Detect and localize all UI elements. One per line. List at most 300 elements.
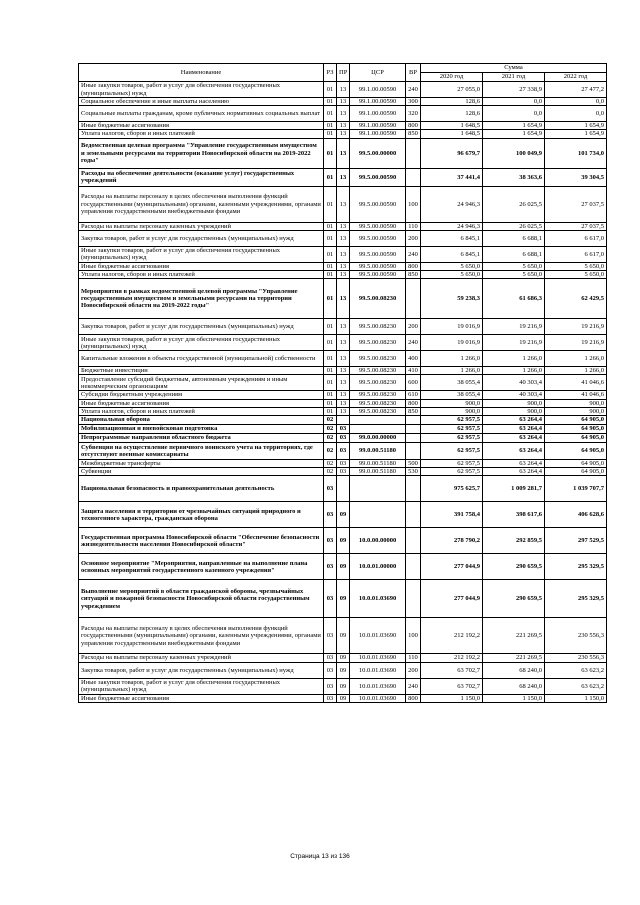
cell-2020: 62 957,5 (421, 425, 483, 434)
cell-csr: 99.1.00.00590 (350, 82, 406, 98)
cell-rz: 02 (324, 416, 337, 425)
cell-rz: 01 (324, 130, 337, 138)
cell-2020: 96 679,7 (421, 138, 483, 168)
cell-name: Основное мероприятие "Мероприятия, направленные на выполнение плана основных мероприятий государственного казенного учреждения" (79, 554, 324, 580)
cell-2020: 19 016,9 (421, 335, 483, 351)
cell-vr (406, 502, 421, 528)
cell-2020: 6 845,1 (421, 246, 483, 262)
cell-2022: 19 216,9 (545, 335, 607, 351)
table-row (79, 106, 607, 122)
cell-rz: 02 (324, 468, 337, 476)
cell-name: Межбюджетные трансферты (79, 460, 324, 468)
cell-2020: 63 702,7 (421, 678, 483, 694)
cell-csr: 99.5.00.08230 (350, 367, 406, 375)
table-row (79, 618, 607, 654)
page-number: Страница 13 из 136 (290, 853, 350, 860)
cell-pr: 09 (337, 678, 350, 694)
cell-2020: 6 845,1 (421, 230, 483, 246)
cell-rz: 01 (324, 351, 337, 367)
cell-2022: 406 628,6 (545, 502, 607, 528)
cell-name: Национальная безопасность и правоохранительная деятельность (79, 476, 324, 502)
cell-2020: 19 016,9 (421, 319, 483, 335)
cell-pr: 03 (337, 443, 350, 460)
cell-2020: 128,6 (421, 98, 483, 106)
cell-pr: 13 (337, 407, 350, 415)
cell-2020: 278 790,2 (421, 528, 483, 554)
cell-2021: 63 264,4 (483, 468, 545, 476)
cell-vr (406, 425, 421, 434)
header-year-2020: 2020 год (421, 73, 483, 82)
cell-csr: 99.0.00.51180 (350, 443, 406, 460)
cell-vr: 800 (406, 399, 421, 407)
table-header (79, 64, 607, 82)
cell-2022: 64 905,0 (545, 443, 607, 460)
cell-rz: 03 (324, 654, 337, 662)
cell-2020: 391 758,4 (421, 502, 483, 528)
cell-pr: 09 (337, 528, 350, 554)
table-row (79, 580, 607, 618)
cell-vr: 610 (406, 391, 421, 399)
cell-2022: 1 654,9 (545, 130, 607, 138)
cell-2022: 6 617,0 (545, 230, 607, 246)
cell-pr: 13 (337, 319, 350, 335)
cell-name: Иные бюджетные ассигнования (79, 694, 324, 702)
cell-2022: 63 623,2 (545, 662, 607, 678)
cell-pr: 13 (337, 138, 350, 168)
cell-rz: 01 (324, 262, 337, 270)
table-row (79, 434, 607, 443)
cell-pr: 13 (337, 186, 350, 222)
cell-pr: 13 (337, 168, 350, 186)
table-row (79, 460, 607, 468)
cell-name: Мобилизационная и вневойсковая подготовка (79, 425, 324, 434)
cell-name: Выполнение мероприятий в области гражданской обороны, чрезвычайных ситуаций и пожарной безопасности Новосибирской области государственным учреждением (79, 580, 324, 618)
cell-2021: 221 269,5 (483, 618, 545, 654)
cell-pr: 13 (337, 271, 350, 279)
cell-2022: 900,0 (545, 399, 607, 407)
cell-csr: 99.5.00.08230 (350, 391, 406, 399)
cell-2021: 5 650,0 (483, 262, 545, 270)
table-row (79, 130, 607, 138)
cell-2020: 63 702,7 (421, 662, 483, 678)
cell-2022: 5 650,0 (545, 262, 607, 270)
table-row (79, 468, 607, 476)
cell-rz: 02 (324, 434, 337, 443)
cell-rz: 01 (324, 98, 337, 106)
cell-vr: 410 (406, 367, 421, 375)
cell-rz: 03 (324, 662, 337, 678)
cell-name: Закупка товаров, работ и услуг для государственных (муниципальных) нужд (79, 319, 324, 335)
cell-2021: 1 266,0 (483, 367, 545, 375)
cell-csr: 99.1.00.00590 (350, 122, 406, 130)
table-row (79, 98, 607, 106)
cell-csr: 10.0.01.03690 (350, 654, 406, 662)
cell-2022: 27 037,5 (545, 186, 607, 222)
cell-rz: 01 (324, 246, 337, 262)
header-csr: ЦСР (350, 64, 406, 82)
table-row (79, 662, 607, 678)
cell-2022: 0,0 (545, 106, 607, 122)
cell-2020: 277 044,9 (421, 554, 483, 580)
cell-vr: 240 (406, 246, 421, 262)
cell-2022: 41 046,6 (545, 375, 607, 391)
cell-2020: 277 044,9 (421, 580, 483, 618)
cell-2021: 26 025,5 (483, 222, 545, 230)
cell-pr: 13 (337, 246, 350, 262)
cell-rz: 02 (324, 425, 337, 434)
header-sum: Сумма (421, 64, 607, 73)
table-row (79, 502, 607, 528)
cell-rz: 03 (324, 694, 337, 702)
cell-2022: 63 623,2 (545, 678, 607, 694)
header-year-2021: 2021 год (483, 73, 545, 82)
cell-pr: 13 (337, 399, 350, 407)
cell-2021: 0,0 (483, 106, 545, 122)
cell-2021: 5 650,0 (483, 271, 545, 279)
cell-csr: 99.5.00.00590 (350, 230, 406, 246)
cell-2021: 19 216,9 (483, 319, 545, 335)
cell-name: Государственная программа Новосибирской области "Обеспечение безопасности жизнедеятельности населения Новосибирской области" (79, 528, 324, 554)
cell-vr: 100 (406, 618, 421, 654)
cell-vr: 200 (406, 230, 421, 246)
cell-2020: 900,0 (421, 407, 483, 415)
cell-2020: 24 946,3 (421, 186, 483, 222)
cell-rz: 03 (324, 476, 337, 502)
header-rz: РЗ (324, 64, 337, 82)
cell-vr (406, 434, 421, 443)
cell-name: Иные закупки товаров, работ и услуг для обеспечения государственных (муниципальных) нужд (79, 678, 324, 694)
cell-2021: 63 264,4 (483, 443, 545, 460)
cell-rz: 02 (324, 460, 337, 468)
cell-2022: 64 905,0 (545, 468, 607, 476)
table-row (79, 678, 607, 694)
table-row (79, 554, 607, 580)
cell-csr: 99.1.00.00590 (350, 130, 406, 138)
cell-rz: 01 (324, 222, 337, 230)
cell-vr: 850 (406, 271, 421, 279)
cell-rz: 03 (324, 528, 337, 554)
cell-2021: 900,0 (483, 407, 545, 415)
cell-rz: 01 (324, 82, 337, 98)
cell-2020: 38 055,4 (421, 375, 483, 391)
cell-2020: 975 625,7 (421, 476, 483, 502)
table-row (79, 82, 607, 98)
table-body (79, 82, 607, 703)
cell-vr: 400 (406, 351, 421, 367)
cell-pr: 13 (337, 351, 350, 367)
cell-2022: 6 617,0 (545, 246, 607, 262)
cell-2020: 5 650,0 (421, 271, 483, 279)
cell-name: Социальные выплаты гражданам, кроме публичных нормативных социальных выплат (79, 106, 324, 122)
header-name: Наименование (79, 64, 324, 82)
cell-name: Уплата налогов, сборов и иных платежей (79, 407, 324, 415)
cell-rz: 01 (324, 168, 337, 186)
cell-2020: 62 957,5 (421, 468, 483, 476)
cell-rz: 01 (324, 271, 337, 279)
table-row (79, 186, 607, 222)
cell-rz: 01 (324, 335, 337, 351)
cell-pr: 13 (337, 262, 350, 270)
table-row (79, 407, 607, 415)
cell-csr: 99.5.00.08230 (350, 351, 406, 367)
cell-vr (406, 279, 421, 319)
cell-rz: 03 (324, 618, 337, 654)
cell-2021: 1 266,0 (483, 351, 545, 367)
cell-2020: 1 266,0 (421, 367, 483, 375)
cell-2021: 290 659,5 (483, 580, 545, 618)
table-row (79, 443, 607, 460)
cell-2021: 0,0 (483, 98, 545, 106)
cell-2021: 68 240,0 (483, 678, 545, 694)
cell-2021: 292 859,5 (483, 528, 545, 554)
table-row (79, 168, 607, 186)
cell-name: Бюджетные инвестиции (79, 367, 324, 375)
cell-csr (350, 425, 406, 434)
cell-2021: 290 659,5 (483, 554, 545, 580)
cell-2020: 62 957,5 (421, 443, 483, 460)
cell-name: Иные бюджетные ассигнования (79, 122, 324, 130)
cell-pr (337, 416, 350, 425)
cell-2022: 900,0 (545, 407, 607, 415)
cell-rz: 03 (324, 678, 337, 694)
cell-2022: 1 266,0 (545, 351, 607, 367)
cell-name: Предоставление субсидий бюджетным, автономным учреждениям и иным некоммерческим организациям (79, 375, 324, 391)
table-row (79, 138, 607, 168)
cell-2022: 1 039 707,7 (545, 476, 607, 502)
cell-2022: 19 216,9 (545, 319, 607, 335)
cell-name: Субсидии бюджетным учреждениям (79, 391, 324, 399)
cell-2021: 221 269,5 (483, 654, 545, 662)
cell-rz: 01 (324, 138, 337, 168)
cell-name: Уплата налогов, сборов и иных платежей (79, 271, 324, 279)
cell-2021: 38 363,6 (483, 168, 545, 186)
cell-pr: 03 (337, 468, 350, 476)
cell-name: Иные бюджетные ассигнования (79, 262, 324, 270)
cell-2021: 6 688,1 (483, 230, 545, 246)
cell-2021: 68 240,0 (483, 662, 545, 678)
cell-name: Ведомственная целевая программа "Управление государственным имуществом и земельными ресурсами на территории Новосибирской области на 2019-2022 годы" (79, 138, 324, 168)
cell-2022: 230 556,3 (545, 618, 607, 654)
header-pr: ПР (337, 64, 350, 82)
cell-2021: 63 264,4 (483, 416, 545, 425)
cell-2022: 295 329,5 (545, 580, 607, 618)
cell-2021: 63 264,4 (483, 425, 545, 434)
cell-csr: 99.0.00.00000 (350, 434, 406, 443)
cell-csr: 99.5.00.00590 (350, 186, 406, 222)
cell-csr: 10.0.00.00000 (350, 528, 406, 554)
cell-2021: 1 009 281,7 (483, 476, 545, 502)
cell-pr: 13 (337, 106, 350, 122)
cell-rz: 01 (324, 106, 337, 122)
cell-csr: 99.5.00.00590 (350, 271, 406, 279)
cell-name: Защита населения и территории от чрезвычайных ситуаций природного и техногенного характера, гражданская оборона (79, 502, 324, 528)
cell-2021: 900,0 (483, 399, 545, 407)
cell-2020: 1 150,0 (421, 694, 483, 702)
cell-pr: 09 (337, 618, 350, 654)
cell-vr (406, 416, 421, 425)
table-row (79, 122, 607, 130)
cell-csr: 99.5.00.00590 (350, 168, 406, 186)
cell-pr: 13 (337, 279, 350, 319)
cell-pr: 13 (337, 367, 350, 375)
cell-vr (406, 443, 421, 460)
cell-vr: 200 (406, 662, 421, 678)
cell-2022: 27 037,5 (545, 222, 607, 230)
cell-2021: 1 654,9 (483, 130, 545, 138)
cell-2022: 64 905,0 (545, 460, 607, 468)
cell-2022: 0,0 (545, 98, 607, 106)
cell-2022: 5 650,0 (545, 271, 607, 279)
cell-vr: 240 (406, 335, 421, 351)
cell-vr (406, 138, 421, 168)
cell-csr (350, 502, 406, 528)
cell-csr: 99.0.00.51180 (350, 460, 406, 468)
cell-rz: 01 (324, 186, 337, 222)
cell-2021: 27 338,9 (483, 82, 545, 98)
cell-2021: 6 688,1 (483, 246, 545, 262)
cell-pr: 09 (337, 662, 350, 678)
cell-name: Иные закупки товаров, работ и услуг для обеспечения государственных (муниципальных) нужд (79, 82, 324, 98)
cell-rz: 01 (324, 391, 337, 399)
cell-vr (406, 528, 421, 554)
cell-name: Иные закупки товаров, работ и услуг для обеспечения государственных (муниципальных) нужд (79, 335, 324, 351)
cell-vr: 850 (406, 130, 421, 138)
cell-csr: 99.5.00.00590 (350, 246, 406, 262)
cell-2020: 62 957,5 (421, 416, 483, 425)
cell-rz: 01 (324, 375, 337, 391)
cell-2020: 900,0 (421, 399, 483, 407)
cell-csr: 99.5.00.00000 (350, 138, 406, 168)
cell-2022: 64 905,0 (545, 416, 607, 425)
table-row (79, 271, 607, 279)
cell-name: Иные закупки товаров, работ и услуг для обеспечения государственных (муниципальных) нужд (79, 246, 324, 262)
cell-2022: 297 529,5 (545, 528, 607, 554)
cell-name: Расходы на выплаты персоналу в целях обеспечения выполнения функций государственными (муниципальными) органами, казенными учреждениями, органами управления государственными внебюджетными фондами (79, 186, 324, 222)
cell-2021: 19 216,9 (483, 335, 545, 351)
cell-pr: 13 (337, 375, 350, 391)
cell-2020: 212 192,2 (421, 618, 483, 654)
cell-2022: 39 304,5 (545, 168, 607, 186)
cell-2021: 26 025,5 (483, 186, 545, 222)
cell-pr: 13 (337, 222, 350, 230)
cell-2021: 100 049,9 (483, 138, 545, 168)
cell-pr: 03 (337, 460, 350, 468)
cell-2022: 1 150,0 (545, 694, 607, 702)
cell-2021: 61 686,3 (483, 279, 545, 319)
cell-2020: 27 055,0 (421, 82, 483, 98)
cell-pr: 03 (337, 425, 350, 434)
cell-pr: 09 (337, 502, 350, 528)
cell-csr: 99.1.00.00590 (350, 98, 406, 106)
cell-vr (406, 580, 421, 618)
cell-csr: 10.0.01.03690 (350, 662, 406, 678)
cell-name: Иные бюджетные ассигнования (79, 399, 324, 407)
cell-pr: 03 (337, 434, 350, 443)
table-row (79, 279, 607, 319)
cell-vr (406, 168, 421, 186)
cell-name: Закупка товаров, работ и услуг для государственных (муниципальных) нужд (79, 230, 324, 246)
cell-rz: 01 (324, 122, 337, 130)
cell-rz: 01 (324, 319, 337, 335)
cell-rz: 01 (324, 230, 337, 246)
cell-vr: 800 (406, 262, 421, 270)
cell-csr: 10.0.01.03690 (350, 694, 406, 702)
table-row (79, 416, 607, 425)
table-row (79, 694, 607, 702)
cell-2021: 398 617,6 (483, 502, 545, 528)
cell-rz: 01 (324, 367, 337, 375)
table-row (79, 351, 607, 367)
cell-2020: 38 055,4 (421, 391, 483, 399)
cell-vr: 530 (406, 468, 421, 476)
cell-2022: 27 477,2 (545, 82, 607, 98)
cell-csr (350, 416, 406, 425)
table-row (79, 399, 607, 407)
cell-pr: 09 (337, 654, 350, 662)
cell-2020: 62 957,5 (421, 434, 483, 443)
cell-2020: 5 650,0 (421, 262, 483, 270)
cell-2020: 24 946,3 (421, 222, 483, 230)
cell-pr: 13 (337, 230, 350, 246)
cell-name: Непрограммные направления областного бюджета (79, 434, 324, 443)
cell-pr: 09 (337, 554, 350, 580)
cell-2021: 63 264,4 (483, 434, 545, 443)
cell-2021: 63 264,4 (483, 460, 545, 468)
cell-2022: 41 046,6 (545, 391, 607, 399)
cell-2022: 64 905,0 (545, 425, 607, 434)
cell-2022: 62 429,5 (545, 279, 607, 319)
cell-2020: 212 192,2 (421, 654, 483, 662)
cell-vr: 800 (406, 694, 421, 702)
cell-2022: 1 654,9 (545, 122, 607, 130)
table-row (79, 391, 607, 399)
cell-rz: 01 (324, 279, 337, 319)
cell-name: Расходы на выплаты персоналу казенных учреждений (79, 222, 324, 230)
header-vr: ВР (406, 64, 421, 82)
cell-csr: 10.0.01.00000 (350, 554, 406, 580)
cell-name: Национальная оборона (79, 416, 324, 425)
cell-csr: 99.5.00.08230 (350, 375, 406, 391)
table-row (79, 367, 607, 375)
cell-name: Капитальные вложения в объекты государственной (муниципальной) собственности (79, 351, 324, 367)
cell-2021: 40 303,4 (483, 375, 545, 391)
cell-vr: 500 (406, 460, 421, 468)
cell-name: Расходы на выплаты персоналу в целях обеспечения выполнения функций государственными (муниципальными) органами, казенными учреждениями, органами управления государственными внебюджетными фондами (79, 618, 324, 654)
cell-vr: 100 (406, 186, 421, 222)
cell-2020: 128,6 (421, 106, 483, 122)
cell-csr: 99.5.00.08230 (350, 335, 406, 351)
cell-csr: 99.0.00.51180 (350, 468, 406, 476)
cell-2020: 1 648,5 (421, 130, 483, 138)
cell-csr: 99.5.00.08230 (350, 399, 406, 407)
cell-vr (406, 554, 421, 580)
cell-name: Мероприятия в рамках ведомственной целевой программы "Управление государственным имуществом и земельными ресурсами на территории Новосибирской области на 2019-2022 годы" (79, 279, 324, 319)
table-row (79, 246, 607, 262)
cell-2020: 1 266,0 (421, 351, 483, 367)
table-row (79, 654, 607, 662)
cell-2020: 62 957,5 (421, 460, 483, 468)
cell-2020: 59 238,3 (421, 279, 483, 319)
cell-2022: 64 905,0 (545, 434, 607, 443)
cell-csr: 99.5.00.08230 (350, 319, 406, 335)
cell-pr: 09 (337, 694, 350, 702)
cell-csr: 99.5.00.00590 (350, 222, 406, 230)
cell-rz: 01 (324, 399, 337, 407)
cell-vr: 320 (406, 106, 421, 122)
cell-pr: 13 (337, 82, 350, 98)
cell-vr: 110 (406, 222, 421, 230)
table-row (79, 375, 607, 391)
